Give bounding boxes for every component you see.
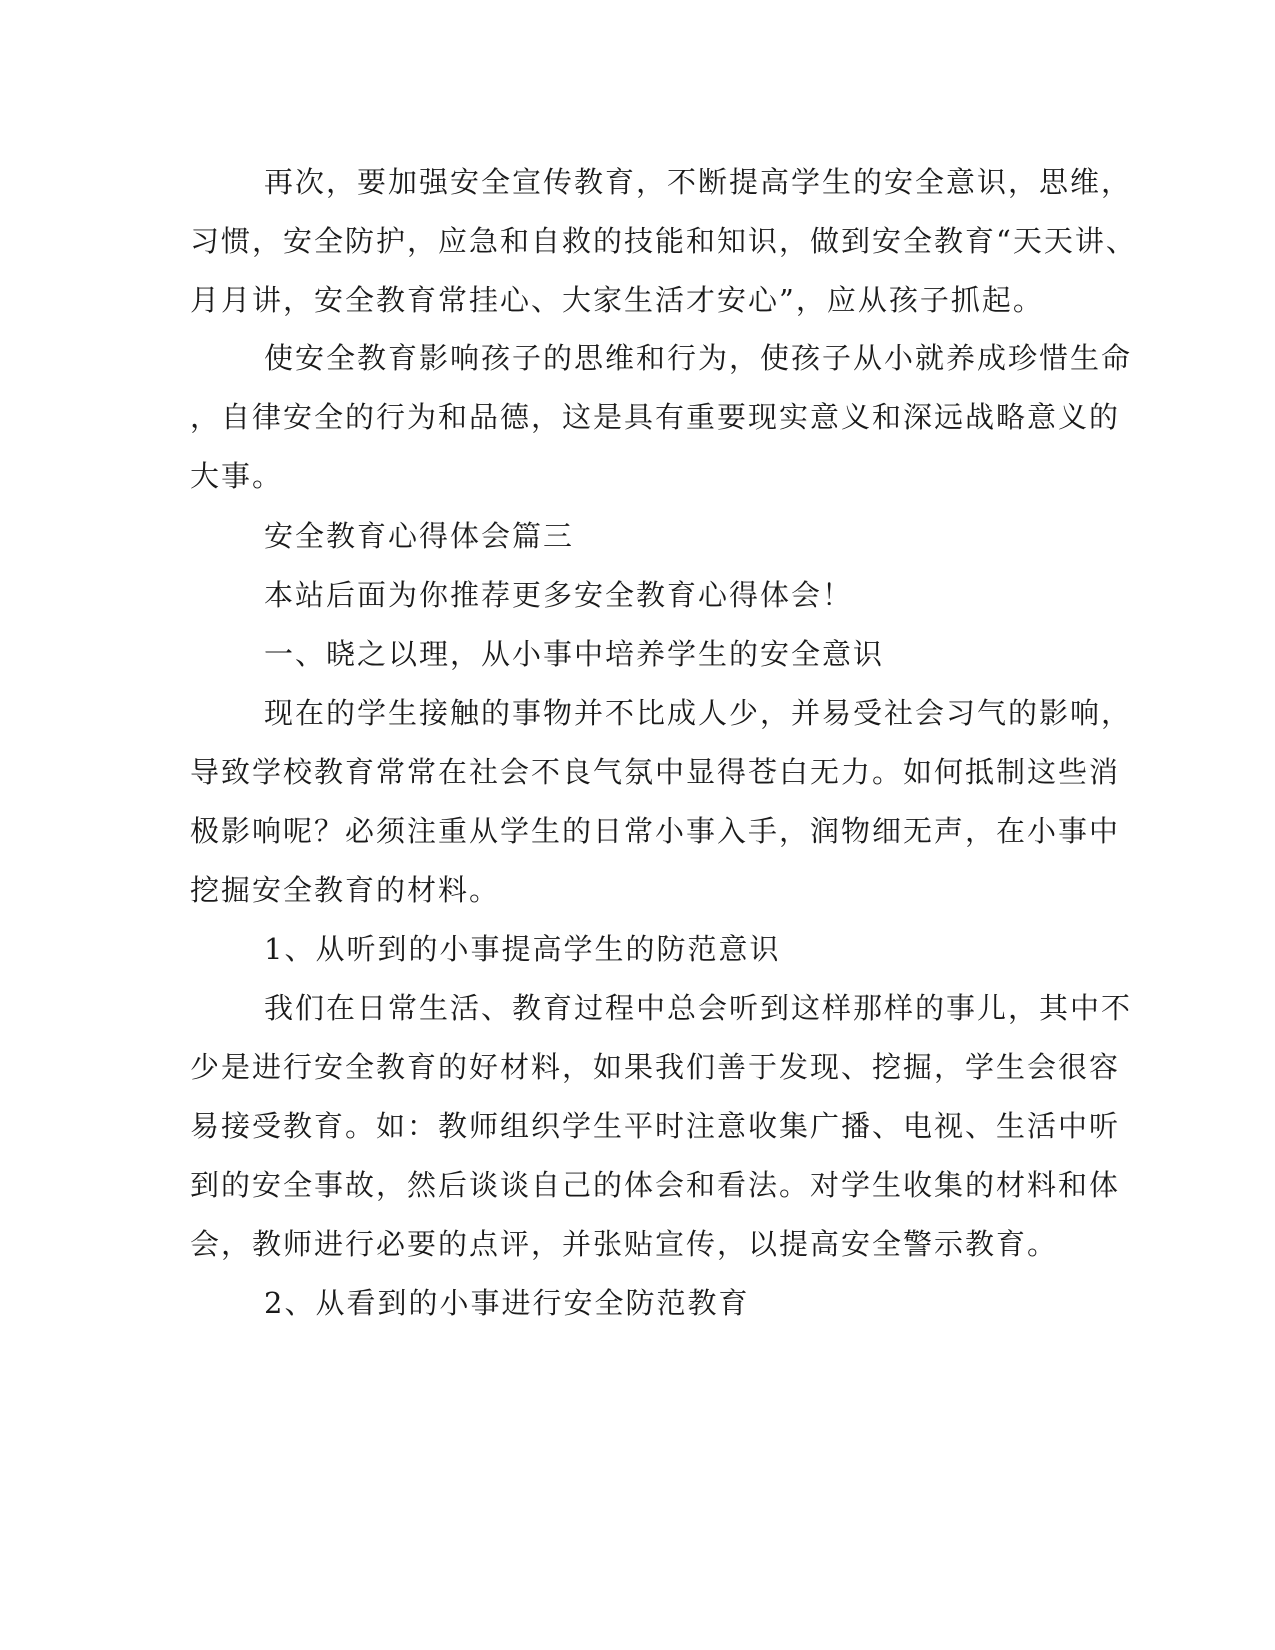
paragraph-line: 我们在日常生活、教育过程中总会听到这样那样的事儿，其中不 bbox=[264, 991, 1133, 1025]
subheading: 1、从听到的小事提高学生的防范意识 bbox=[264, 932, 781, 966]
paragraph-line: 使安全教育影响孩子的思维和行为，使孩子从小就养成珍惜生命 bbox=[264, 341, 1133, 375]
paragraph-line: 月月讲，安全教育常挂心、大家生活才安心”，应从孩子抓起。 bbox=[190, 283, 1044, 317]
paragraph-line: 大事。 bbox=[190, 459, 284, 493]
paragraph-line: 少是进行安全教育的好材料，如果我们善于发现、挖掘，学生会很容 bbox=[190, 1050, 1121, 1084]
paragraph-line: 习惯，安全防护，应急和自救的技能和知识，做到安全教育“天天讲、 bbox=[190, 224, 1137, 258]
paragraph-line: 到的安全事故，然后谈谈自己的体会和看法。对学生收集的材料和体 bbox=[190, 1168, 1121, 1202]
paragraph-line: 导致学校教育常常在社会不良气氛中显得苍白无力。如何抵制这些消 bbox=[190, 755, 1121, 789]
paragraph-line: ，自律安全的行为和品德，这是具有重要现实意义和深远战略意义的 bbox=[190, 400, 1121, 434]
paragraph-line: 极影响呢？必须注重从学生的日常小事入手，润物细无声，在小事中 bbox=[190, 814, 1121, 848]
paragraph-line: 现在的学生接触的事物并不比成人少，并易受社会习气的影响， bbox=[264, 696, 1133, 730]
subheading: 2、从看到的小事进行安全防范教育 bbox=[264, 1286, 750, 1320]
paragraph-line: 本站后面为你推荐更多安全教育心得体会！ bbox=[264, 578, 854, 612]
paragraph-line: 挖掘安全教育的材料。 bbox=[190, 873, 501, 907]
paragraph-line: 再次，要加强安全宣传教育，不断提高学生的安全意识，思维， bbox=[264, 165, 1133, 199]
paragraph-line: 会，教师进行必要的点评，并张贴宣传，以提高安全警示教育。 bbox=[190, 1227, 1059, 1261]
paragraph-line: 易接受教育。如：教师组织学生平时注意收集广播、电视、生活中听 bbox=[190, 1109, 1121, 1143]
subheading: 一、晓之以理，从小事中培养学生的安全意识 bbox=[264, 637, 885, 671]
section-heading: 安全教育心得体会篇三 bbox=[264, 519, 575, 553]
